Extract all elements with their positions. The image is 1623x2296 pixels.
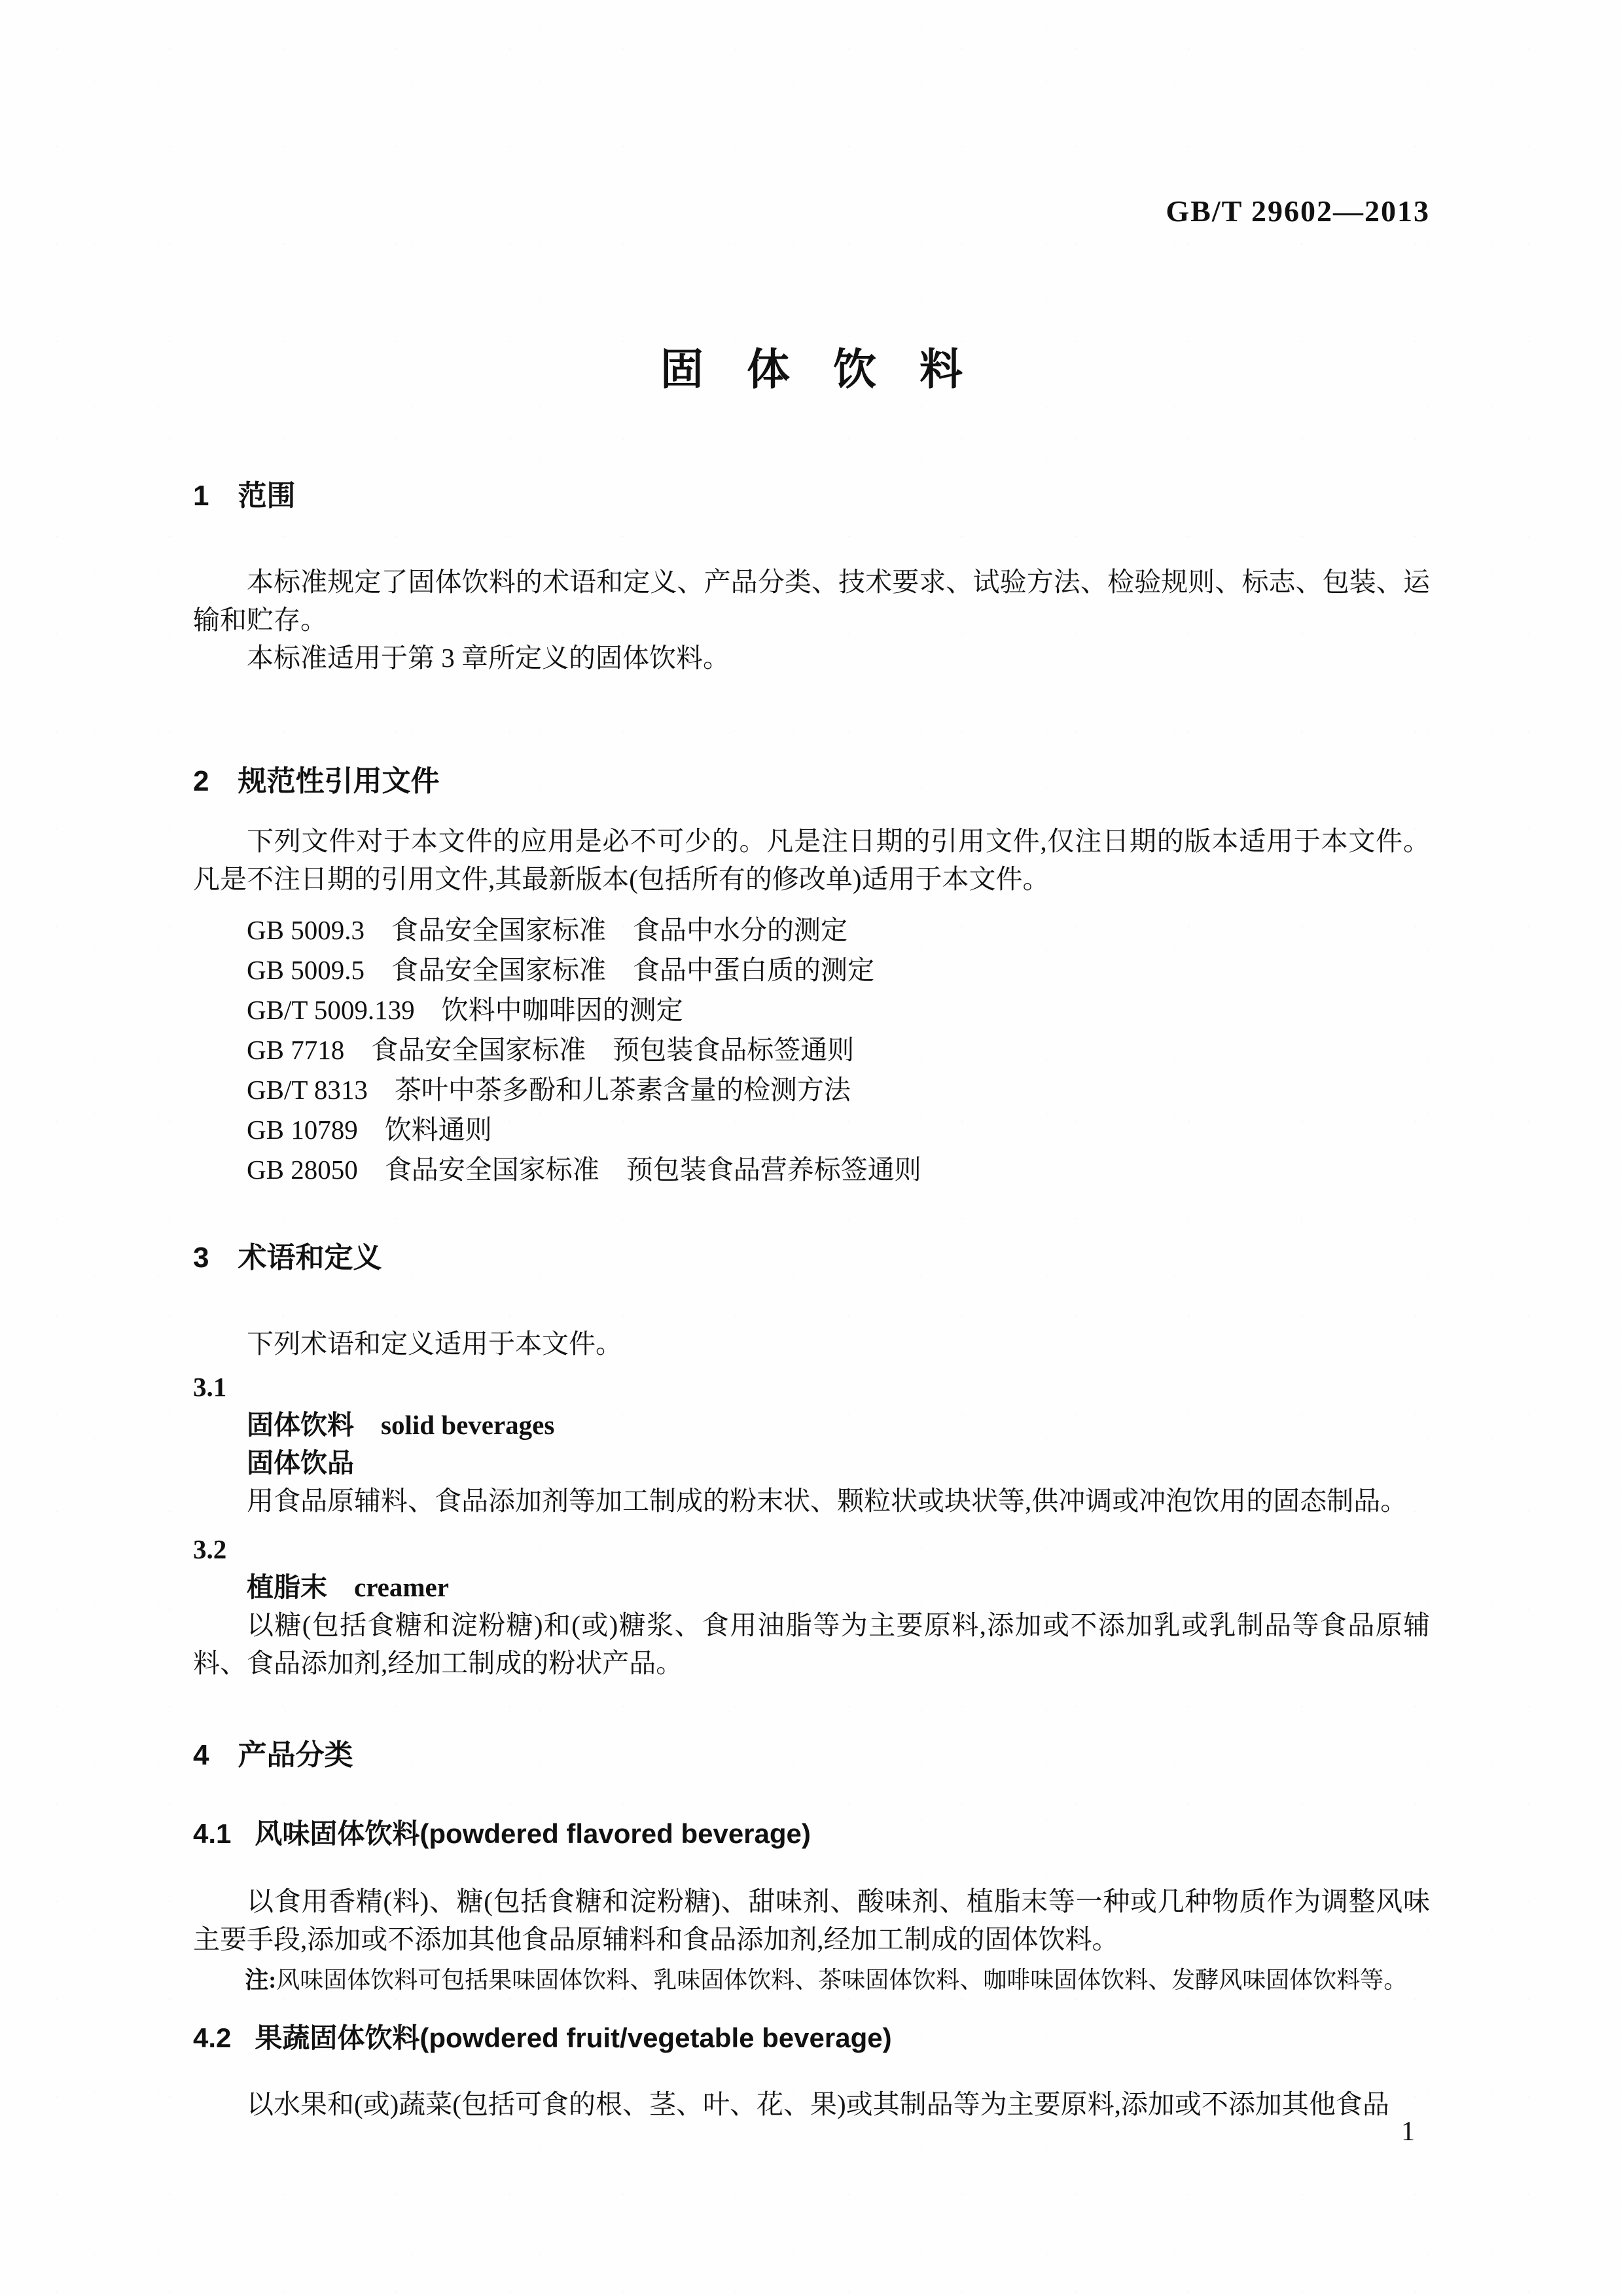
reference-item: GB 7718 食品安全国家标准 预包装食品标签通则 xyxy=(247,1035,855,1065)
section-4-heading xyxy=(193,1738,1430,1772)
section-2-heading xyxy=(193,764,1430,798)
page-number: 1 xyxy=(1401,2117,1415,2147)
section-4-number: 4 xyxy=(193,1739,209,1771)
section-4-title: 产品分类 xyxy=(238,1739,353,1771)
note-text: 风味固体饮料可包括果味固体饮料、乳味固体饮料、茶味固体饮料、咖啡味固体饮料、发酵风味固体饮料等。 xyxy=(276,1967,1408,1993)
section-1-title: 范围 xyxy=(238,480,296,512)
scope-paragraph-2: 本标准适用于第 3 章所定义的固体饮料。 xyxy=(247,643,730,673)
reference-item: GB 5009.5 食品安全国家标准 食品中蛋白质的测定 xyxy=(247,955,874,985)
section-1-number: 1 xyxy=(193,480,209,512)
section-2-title: 规范性引用文件 xyxy=(238,765,440,797)
reference-item: GB/T 8313 茶叶中茶多酚和儿茶素含量的检测方法 xyxy=(247,1075,851,1105)
term-3-1-alias: 固体饮品 xyxy=(247,1448,354,1478)
clause-4-1-note xyxy=(193,1964,1430,1996)
term-3-1-line xyxy=(193,1406,1430,1444)
clause-4-2-number: 4.2 xyxy=(193,2022,232,2053)
clause-4-2-heading xyxy=(193,2021,1430,2055)
clause-4-1-number: 4.1 xyxy=(193,1818,232,1849)
page-content xyxy=(193,195,1430,2123)
document-title: 固 体 饮 料 xyxy=(660,345,963,393)
clause-4-1-heading xyxy=(193,1817,1430,1851)
reference-item: GB 10789 饮料通则 xyxy=(247,1115,492,1145)
clause-4-1-paragraph: 以食用香精(料)、糖(包括食糖和淀粉糖)、甜味剂、酸味剂、植脂末等一种或几种物质作为调整风味主要手段,添加或不添加其他食品原辅料和食品添加剂,经加工制成的固体饮料。 xyxy=(193,1886,1430,1954)
term-3-2-english: creamer xyxy=(354,1572,449,1602)
term-3-1-number: 3.1 xyxy=(193,1372,227,1402)
section-3-heading xyxy=(193,1241,1430,1275)
note-label: 注: xyxy=(245,1967,277,1993)
section-1-heading xyxy=(193,479,1430,513)
term-3-1-definition: 用食品原辅料、食品添加剂等加工制成的粉末状、颗粒状或块状等,供冲调或冲泡饮用的固态制品。 xyxy=(247,1486,1408,1516)
term-3-2-name: 植脂末 xyxy=(247,1572,327,1602)
term-3-1-english: solid beverages xyxy=(381,1410,555,1440)
terms-intro: 下列术语和定义适用于本文件。 xyxy=(247,1329,622,1359)
clause-4-1-title: 风味固体饮料(powdered flavored beverage) xyxy=(255,1818,811,1849)
term-3-1-name: 固体饮料 xyxy=(247,1410,354,1440)
reference-item: GB 28050 食品安全国家标准 预包装食品营养标签通则 xyxy=(247,1155,921,1185)
reference-item: GB/T 5009.139 饮料中咖啡因的测定 xyxy=(247,995,683,1025)
term-3-2-definition: 以糖(包括食糖和淀粉糖)和(或)糖浆、食用油脂等为主要原料,添加或不添加乳或乳制品等食品原辅料、食品添加剂,经加工制成的粉状产品。 xyxy=(193,1610,1430,1678)
section-2-number: 2 xyxy=(193,765,209,797)
clause-4-2-paragraph: 以水果和(或)蔬菜(包括可食的根、茎、叶、花、果)或其制品等为主要原料,添加或不添加其他食品 xyxy=(247,2089,1389,2119)
scope-paragraph-1: 本标准规定了固体饮料的术语和定义、产品分类、技术要求、试验方法、检验规则、标志、包装、运输和贮存。 xyxy=(193,567,1430,635)
term-3-2-line xyxy=(193,1568,1430,1606)
section-3-number: 3 xyxy=(193,1242,209,1274)
reference-item: GB 5009.3 食品安全国家标准 食品中水分的测定 xyxy=(247,915,847,945)
clause-4-2-title: 果蔬固体饮料(powdered fruit/vegetable beverage) xyxy=(255,2022,892,2053)
section-3-title: 术语和定义 xyxy=(238,1242,382,1274)
normative-references-list xyxy=(193,911,1430,1189)
term-3-2-number: 3.2 xyxy=(193,1534,227,1564)
standard-code: GB/T 29602—2013 xyxy=(1166,194,1430,228)
normative-references-intro: 下列文件对于本文件的应用是必不可少的。凡是注日期的引用文件,仅注日期的版本适用于本文件。凡是不注日期的引用文件,其最新版本(包括所有的修改单)适用于本文件。 xyxy=(193,826,1430,894)
